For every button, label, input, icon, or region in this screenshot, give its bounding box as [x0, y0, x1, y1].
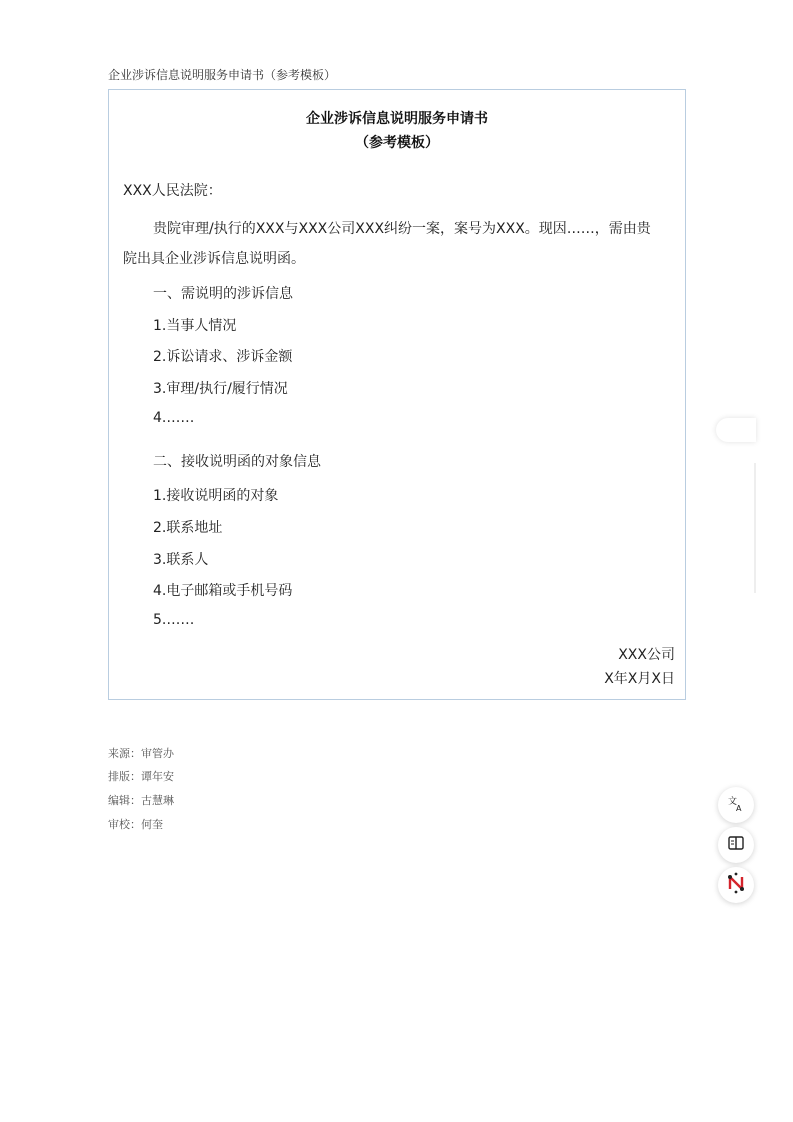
document-title: 企业涉诉信息说明服务申请书 — [306, 111, 488, 127]
translate-button[interactable] — [718, 787, 754, 823]
app-logo-button[interactable] — [718, 867, 754, 903]
list-item: 5.…… — [153, 612, 195, 628]
list-item: 1.当事人情况 — [153, 318, 237, 334]
side-panel-divider — [754, 463, 756, 593]
list-item: 2.诉讼请求、涉诉金额 — [153, 349, 293, 365]
body-line-2: 院出具企业涉诉信息说明函。 — [123, 251, 305, 267]
list-item: 4.…… — [153, 410, 195, 426]
meta-source: 来源：审管办 — [108, 747, 174, 760]
list-item: 4.电子邮箱或手机号码 — [153, 583, 293, 599]
meta-layout: 排版：谭年安 — [108, 770, 174, 783]
list-item: 1.接收说明函的对象 — [153, 488, 279, 504]
section1-heading: 一、需说明的涉诉信息 — [153, 286, 293, 302]
translate-icon — [727, 794, 745, 816]
section2-heading: 二、接收说明函的对象信息 — [153, 454, 321, 470]
body-line-1: 贵院审理/执行的XXX与XXX公司XXX纠纷一案，案号为XXX。现因……，需由贵 — [153, 221, 651, 237]
signature-date: X年X月X日 — [604, 671, 675, 687]
svg-text:A: A — [736, 804, 742, 812]
svg-text:文: 文 — [728, 797, 738, 807]
salutation: XXX人民法院： — [123, 183, 222, 199]
meta-reviewer: 审校：何奎 — [108, 818, 163, 831]
signature-company: XXX公司 — [618, 647, 675, 663]
list-item: 3.联系人 — [153, 552, 209, 568]
list-item: 3.审理/执行/履行情况 — [153, 381, 288, 397]
list-item: 2.联系地址 — [153, 520, 223, 536]
document-subtitle: （参考模板） — [355, 135, 439, 151]
application-form-box — [108, 89, 686, 700]
page-caption: 企业涉诉信息说明服务申请书（参考模板） — [108, 68, 337, 82]
side-panel-tab[interactable] — [716, 418, 756, 442]
reader-icon — [727, 835, 745, 855]
reader-mode-button[interactable] — [718, 827, 754, 863]
meta-editor: 编辑：古慧琳 — [108, 794, 174, 807]
network-logo-icon — [725, 872, 747, 898]
